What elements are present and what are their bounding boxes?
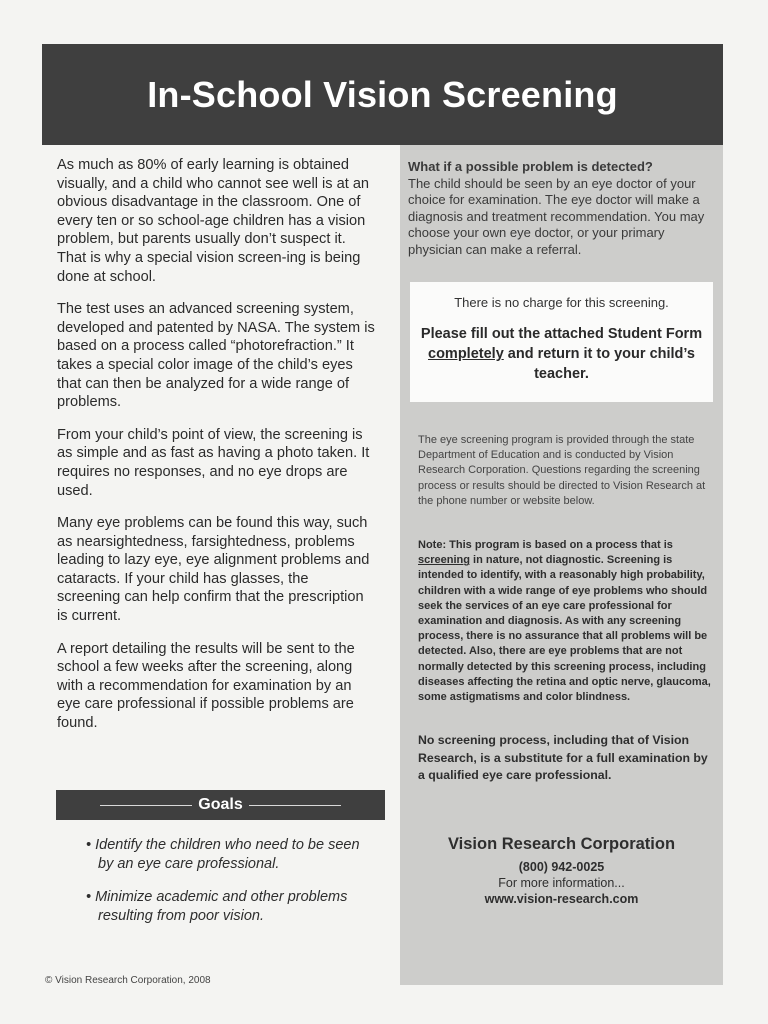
fill-form-emphasis: completely	[428, 346, 504, 362]
info-sidebar	[400, 145, 723, 985]
copyright-notice: © Vision Research Corporation, 2008	[45, 975, 211, 986]
fill-form-text-start: Please fill out the attached Student Form	[420, 326, 703, 342]
goals-divider-right	[249, 805, 341, 806]
main-text-column	[57, 156, 375, 747]
contact-block	[400, 835, 723, 906]
goal-item: • Identify the children who need to be seen by an eye care professional.	[86, 837, 360, 872]
note-emphasis: screening	[418, 554, 470, 567]
goals-divider-left	[100, 805, 192, 806]
program-info-text: The eye screening program is provided through the state Department of Education and is conducted by Vision Research Corporation. Questions regarding the screening process or results should be directed to Vision Research at the phone number or website below.	[418, 434, 706, 507]
website-link: www.vision-research.com	[484, 892, 639, 906]
fill-form-instruction	[410, 324, 713, 384]
page-title: In-School Vision Screening	[147, 73, 618, 115]
no-charge-text: There is no charge for this screening.	[454, 295, 669, 310]
note-text-start: Note: This program is based on a process that is	[418, 539, 673, 551]
title-banner	[42, 44, 723, 145]
corporation-name: Vision Research Corporation	[447, 835, 676, 853]
goals-title: Goals	[198, 796, 243, 813]
charge-callout-box	[410, 282, 713, 402]
problem-answer: The child should be seen by an eye doctor of your choice for examination. The eye doctor will make a diagnosis and treatment recommendation. You may choose your own eye doctor, or your primary physician can make a referral.	[408, 175, 705, 257]
paragraph-report: A report detailing the results will be sent to the school a few weeks after the screening, along with a recommendation for examination by an eye care professional if possible problems are found.	[57, 640, 355, 732]
phone-number: (800) 942-0025	[518, 860, 605, 874]
note-text-end: in nature, not diagnostic. Screening is intended to identify, with a reasonably high probability, children with a wide range of eye problems who should seek the services of an eye care professional for examination and diagnosis. As with any screening process, there is no assurance that all problems will be detected. Also, there are eye problems that are not normally detected by this screening process, including diseases affecting the retina and optic nerve, glaucoma, some astigmatisms and color blindness.	[418, 554, 711, 704]
fill-form-text-end: and return it to your child’s teacher.	[503, 346, 695, 382]
paragraph-test: The test uses an advanced screening system, developed and patented by NASA. The system is based on a process called “photorefraction.” It takes a special color image of the child’s eyes that can then be analyzed for a wide range of problems.	[57, 301, 375, 411]
problem-detected-section	[408, 159, 718, 258]
substitute-disclaimer: No screening process, including that of Vision Research, is a substitute for a full examination by a qualified eye care professional.	[418, 733, 708, 782]
paragraph-eye-problems: Many eye problems can be found this way, such as nearsightedness, farsightedness, problems leading to lazy eye, eye alignment problems and cataracts. If your child has glasses, the screening can help confirm that the prescription is current.	[57, 515, 370, 625]
goal-item: • Minimize academic and other problems resulting from poor vision.	[86, 889, 348, 924]
problem-question: What if a possible problem is detected?	[408, 159, 653, 174]
goals-list	[86, 836, 376, 940]
more-info-label: For more information...	[498, 876, 625, 890]
paragraph-intro: As much as 80% of early learning is obtained visually, and a child who cannot see well is at an obvious disadvantage in the classroom. One of every ten or so school-age children has a vision problem, but parents usually don’t suspect it. That is why a special vision screen-ing is being done at school.	[57, 157, 370, 285]
paragraph-child-view: From your child’s point of view, the screening is as simple and as fast as having a photo taken. It requires no responses, and no eye drops are used.	[57, 426, 370, 499]
goals-banner	[56, 790, 385, 820]
screening-note	[418, 538, 716, 705]
